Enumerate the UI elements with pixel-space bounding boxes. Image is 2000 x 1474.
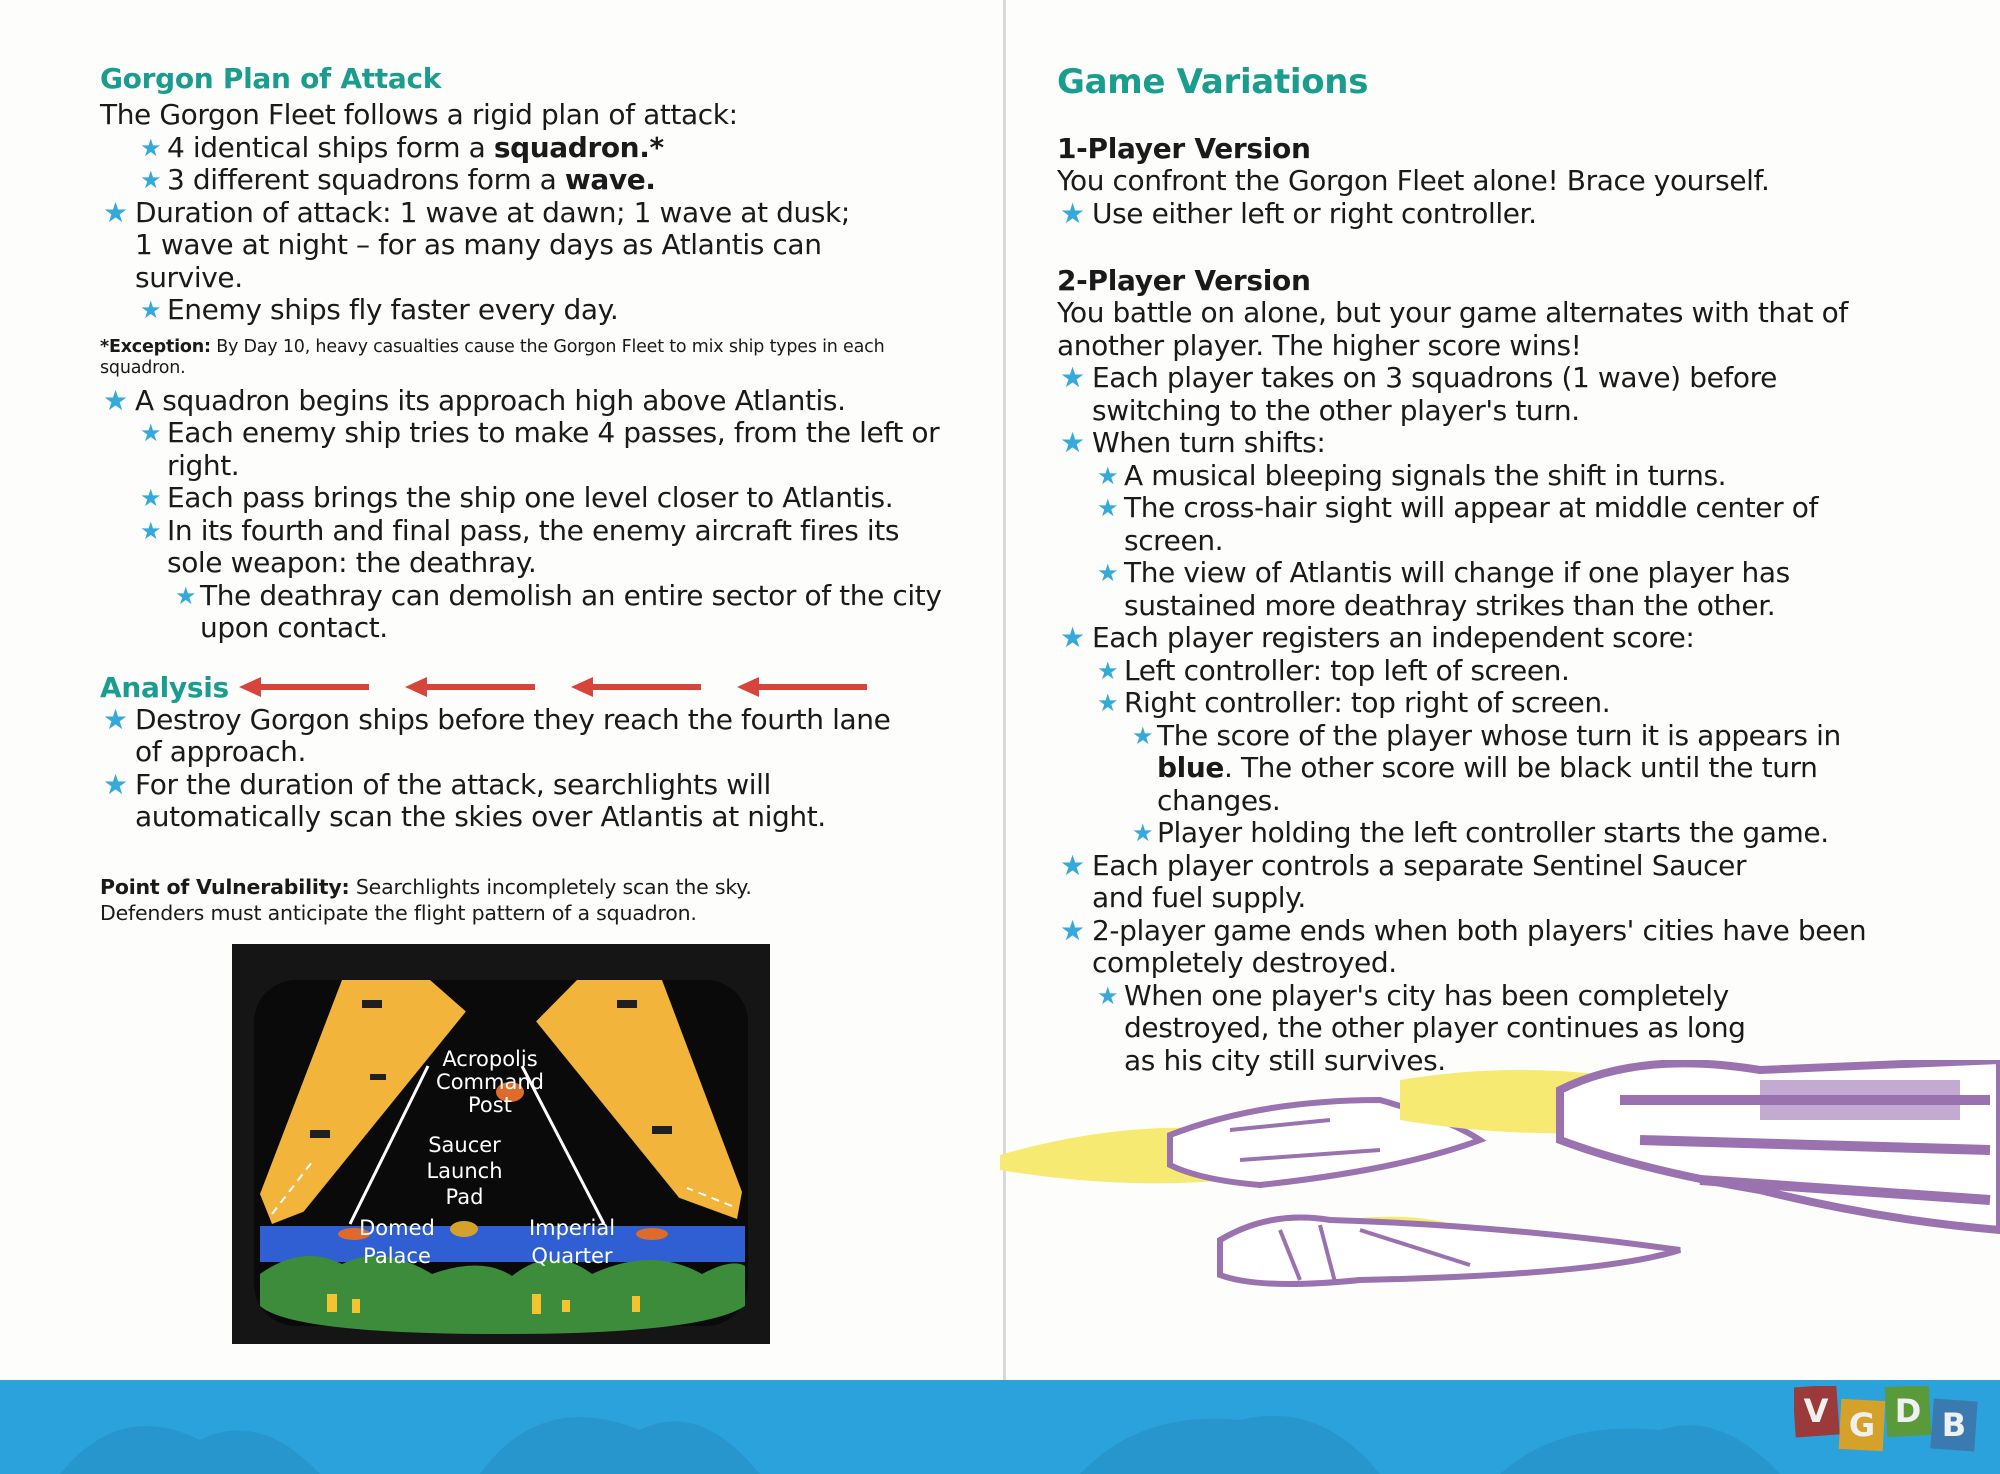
right-page	[1057, 62, 1957, 1077]
left-arrow-icon	[571, 676, 701, 698]
svg-text:B: B	[1941, 1406, 1967, 1444]
list-item: ★ Use either left or right controller.	[1060, 196, 1537, 230]
list-item: ★ The cross-hair sight will appear at middle center of screen.	[1097, 491, 1818, 557]
star-bullet-icon: ★	[103, 383, 128, 417]
star-bullet-icon: ★	[140, 419, 162, 447]
footer-band	[0, 1380, 2000, 1474]
vulnerability-note: Point of Vulnerability: Searchlights incompletely scan the sky. Defenders must anticipate the flight pattern of a squadron.	[100, 874, 752, 925]
star-bullet-icon: ★	[1060, 848, 1085, 882]
list-item: ★ Duration of attack: 1 wave at dawn; 1 wave at dusk; 1 wave at night – for as many days as Atlantis can survive.	[103, 195, 850, 294]
label-saucer-launch-pad: Saucer Launch Pad	[426, 1133, 503, 1209]
list-item: ★ When turn shifts:	[1060, 426, 1326, 459]
star-bullet-icon: ★	[1060, 361, 1085, 394]
svg-text:G: G	[1848, 1406, 1876, 1444]
list-item: ★ Right controller: top right of screen.	[1097, 686, 1611, 719]
list-item: ★ A squadron begins its approach high above Atlantis.	[103, 383, 846, 417]
list-item: ★ 4 identical ships form a squadron.*	[140, 130, 664, 164]
star-bullet-icon: ★	[140, 296, 162, 324]
page-title: Game Variations	[1057, 62, 1369, 102]
two-player-heading: 2-Player Version	[1057, 264, 1311, 297]
label-domed-palace: Domed Palace	[359, 1216, 435, 1268]
analysis-heading: Analysis	[100, 670, 229, 704]
left-arrow-icon	[239, 676, 369, 698]
one-player-text: You confront the Gorgon Fleet alone! Brace yourself.	[1057, 164, 1770, 197]
star-bullet-icon: ★	[1097, 656, 1119, 685]
spaceship-illustration	[1000, 1060, 2000, 1390]
exception-note: *Exception: By Day 10, heavy casualties cause the Gorgon Fleet to mix ship types in each squadron.	[100, 336, 885, 378]
left-arrow-icon	[737, 676, 867, 698]
list-item: ★ When one player's city has been completely destroyed, the other player continues as long as his city still survives.	[1097, 978, 1746, 1077]
list-item: ★ Each player controls a separate Sentinel Saucer and fuel supply.	[1060, 848, 1747, 914]
two-player-text: You battle on alone, but your game alternates with that of another player. The higher score wins!	[1057, 296, 1848, 362]
left-page	[100, 62, 960, 926]
label-acropolis: Acropolis Command Post	[436, 1047, 544, 1117]
star-bullet-icon: ★	[103, 195, 128, 229]
star-bullet-icon: ★	[140, 133, 162, 162]
list-item: ★ Each player takes on 3 squadrons (1 wave) before switching to the other player's turn.	[1060, 361, 1777, 427]
star-bullet-icon: ★	[140, 166, 162, 194]
left-arrow-icon	[405, 676, 535, 698]
list-item: ★ A musical bleeping signals the shift in turns.	[1097, 458, 1727, 492]
star-bullet-icon: ★	[140, 516, 162, 545]
star-bullet-icon: ★	[1097, 559, 1119, 587]
list-item: ★ The view of Atlantis will change if one player has sustained more deathray strikes than the other.	[1097, 556, 1790, 622]
star-bullet-icon: ★	[1132, 721, 1154, 750]
star-bullet-icon: ★	[1060, 196, 1085, 230]
list-item: ★ 3 different squadrons form a wave.	[140, 163, 656, 196]
star-bullet-icon: ★	[1060, 913, 1085, 947]
footer-pattern	[0, 1380, 2000, 1474]
list-item: ★ 2-player game ends when both players' cities have been completely destroyed.	[1060, 913, 1867, 979]
list-item: ★ For the duration of the attack, searchlights will automatically scan the skies over Atlantis at night.	[103, 767, 826, 833]
label-imperial-quarter: Imperial Quarter	[528, 1216, 616, 1268]
star-bullet-icon: ★	[1060, 426, 1085, 459]
list-item: ★ The deathray can demolish an entire sector of the city upon contact.	[175, 578, 942, 644]
star-bullet-icon: ★	[1097, 981, 1119, 1010]
arrow-row	[239, 676, 867, 698]
list-item: ★ Destroy Gorgon ships before they reach the fourth lane of approach.	[103, 702, 891, 768]
star-bullet-icon: ★	[1097, 461, 1119, 490]
vgdb-logo	[1794, 1386, 1986, 1454]
star-bullet-icon: ★	[1097, 689, 1119, 717]
attack-intro: The Gorgon Fleet follows a rigid plan of attack:	[100, 98, 738, 131]
analysis-row	[100, 671, 960, 704]
svg-text:V: V	[1803, 1392, 1829, 1430]
list-item: ★ In its fourth and final pass, the enemy aircraft fires its sole weapon: the deathray.	[140, 513, 900, 579]
star-bullet-icon: ★	[1060, 621, 1085, 654]
one-player-heading: 1-Player Version	[1057, 132, 1311, 165]
star-bullet-icon: ★	[175, 581, 197, 610]
list-item: ★ Each player registers an independent score:	[1060, 621, 1695, 654]
star-bullet-icon: ★	[103, 702, 128, 736]
list-item: ★ Enemy ships fly faster every day.	[140, 293, 619, 326]
star-bullet-icon: ★	[1097, 494, 1119, 522]
list-item: ★ Each pass brings the ship one level closer to Atlantis.	[140, 481, 894, 514]
game-screenshot	[232, 944, 770, 1344]
star-bullet-icon: ★	[103, 767, 128, 801]
star-bullet-icon: ★	[1132, 819, 1154, 847]
attack-heading: Gorgon Plan of Attack	[100, 62, 442, 95]
star-bullet-icon: ★	[140, 484, 162, 512]
list-item: ★ Each enemy ship tries to make 4 passes, from the left or right.	[140, 416, 940, 482]
list-item: ★ Player holding the left controller starts the game.	[1132, 816, 1829, 849]
list-item: ★ Left controller: top left of screen.	[1097, 653, 1570, 687]
svg-text:D: D	[1894, 1392, 1922, 1430]
list-item: ★ The score of the player whose turn it is appears in blue. The other score will be black until the turn changes.	[1132, 718, 1841, 817]
